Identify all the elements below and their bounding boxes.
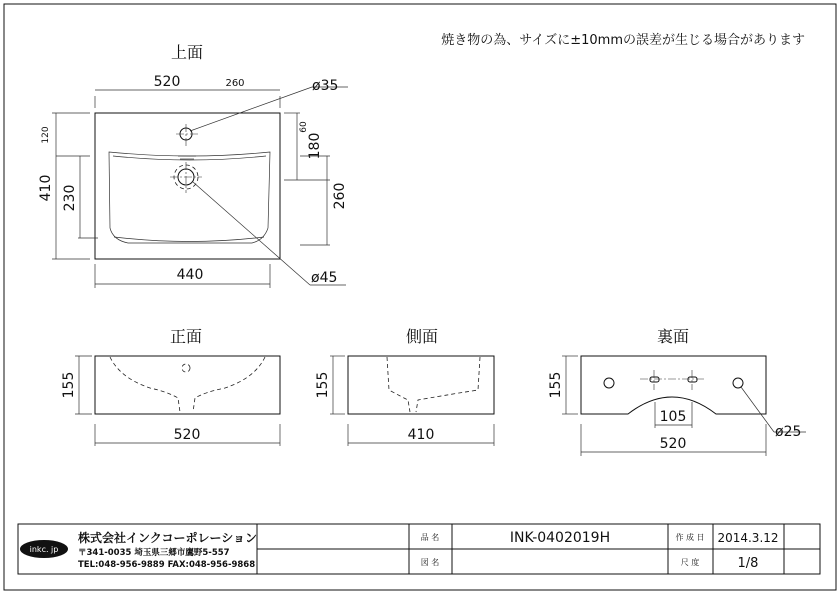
dim-top-hole-35: ø35 [312,78,339,94]
dim-side-width: 410 [407,427,435,443]
top-view-outline [95,113,280,259]
dim-top-depth: 410 [38,174,54,202]
side-view [315,327,494,446]
dim-back-height: 155 [548,371,564,399]
dim-top-half: 260 [225,78,245,89]
top-view-title: 上面 [170,43,204,62]
dim-front-height: 155 [61,371,77,399]
product-name: INK-0402019H [509,530,611,546]
title-block [18,524,820,574]
company-name: 株式会社インクコーポレーション [78,531,258,545]
tolerance-note: 焼き物の為、サイズに±10mmの誤差が生じる場合があります [441,33,805,48]
back-hole-left [604,378,614,388]
back-view-outline [581,356,766,414]
front-view-title: 正面 [169,327,203,346]
dim-top-60: 60 [299,121,309,133]
dim-top-width: 520 [153,74,181,90]
front-view-outline [95,356,280,414]
top-view [38,43,348,288]
dim-top-hole-45: ø45 [311,270,338,286]
scale-value: 1/8 [737,556,759,571]
scale-label: 尺 度 [680,558,700,567]
side-view-outline [348,356,494,414]
dim-back-width: 520 [659,436,687,452]
dim-back-arch: 105 [659,409,687,425]
drawing-name-label: 図 名 [420,558,440,567]
product-name-label: 品 名 [420,533,440,542]
date-value: 2014.3.12 [717,531,779,545]
front-view [61,327,280,446]
dim-top-260: 260 [332,182,348,210]
date-label: 作 成 日 [675,533,705,542]
sheet-border [4,4,836,590]
company-logo-text: inkc. jp [29,545,59,554]
dim-back-hole: ø25 [775,424,802,440]
dim-top-bowl-width: 440 [176,267,204,283]
dim-top-230: 230 [62,184,78,212]
company-address: 〒341-0035 埼玉県三郷市鷹野5-557 [78,548,230,558]
side-view-title: 側面 [405,327,439,346]
back-view-title: 裏面 [656,327,690,346]
back-view [548,327,806,456]
dim-top-180: 180 [307,132,323,160]
dim-top-120: 120 [41,126,51,144]
dim-side-height: 155 [315,371,331,399]
dim-front-width: 520 [173,427,201,443]
back-hole-right [733,378,743,388]
company-tel-fax: TEL:048-956-9889 FAX:048-956-9868 [78,560,256,570]
